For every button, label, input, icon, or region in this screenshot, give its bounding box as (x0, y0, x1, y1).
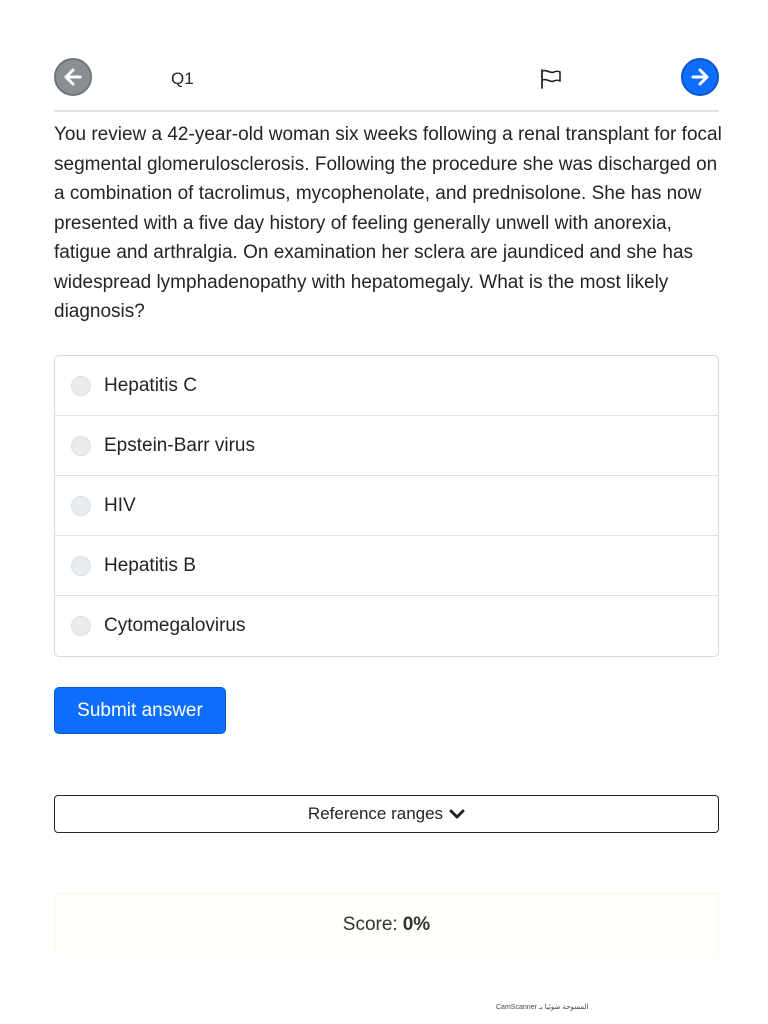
flag-question-button[interactable] (539, 68, 563, 90)
submit-answer-button[interactable]: Submit answer (54, 687, 226, 734)
next-question-button[interactable] (681, 58, 719, 96)
radio-button[interactable] (71, 436, 91, 456)
radio-button[interactable] (71, 556, 91, 576)
answer-option-label: HIV (104, 494, 136, 516)
radio-button[interactable] (71, 376, 91, 396)
question-number: Q1 (171, 69, 194, 88)
previous-question-button[interactable] (54, 58, 92, 96)
reference-ranges-toggle[interactable] (54, 795, 719, 833)
answer-option[interactable] (55, 536, 718, 596)
answer-option[interactable] (55, 476, 718, 536)
answer-options-list (54, 355, 719, 657)
answer-option-label: Epstein-Barr virus (104, 434, 255, 456)
arrow-right-icon (689, 66, 711, 88)
scanner-watermark: CamScanner المسوحة ضوئيا بـ (496, 1004, 589, 1011)
answer-option-label: Hepatitis B (104, 554, 196, 576)
flag-icon (539, 68, 563, 90)
answer-option-label: Cytomegalovirus (104, 615, 246, 636)
answer-option-label: Hepatitis C (104, 374, 197, 396)
answer-option[interactable] (55, 416, 718, 476)
question-stem: You review a 42-year-old woman six weeks following a renal transplant for focal segmental glomerulosclerosis. Following the procedure she was discharged on a combination of tacrolimus, mycophenolate, and prednisolone. She has now presented with a five day history of feeling generally unwell with anorexia, fatigue and arthralgia. On examination her sclera are jaundiced and she has widespread lymphadenopathy with hepatomegaly. What is the most likely diagnosis? (54, 124, 722, 322)
question-header (54, 58, 719, 98)
arrow-left-icon (62, 66, 84, 88)
radio-button[interactable] (71, 616, 91, 636)
score-value: 0% (402, 913, 431, 935)
reference-ranges-label: Reference ranges (307, 804, 444, 823)
radio-button[interactable] (71, 496, 91, 516)
answer-option[interactable] (55, 356, 718, 416)
chevron-down-icon (449, 808, 465, 820)
score-label: Score: (342, 913, 398, 935)
answer-option[interactable] (55, 596, 718, 656)
header-divider (54, 110, 719, 112)
score-panel (54, 893, 719, 955)
